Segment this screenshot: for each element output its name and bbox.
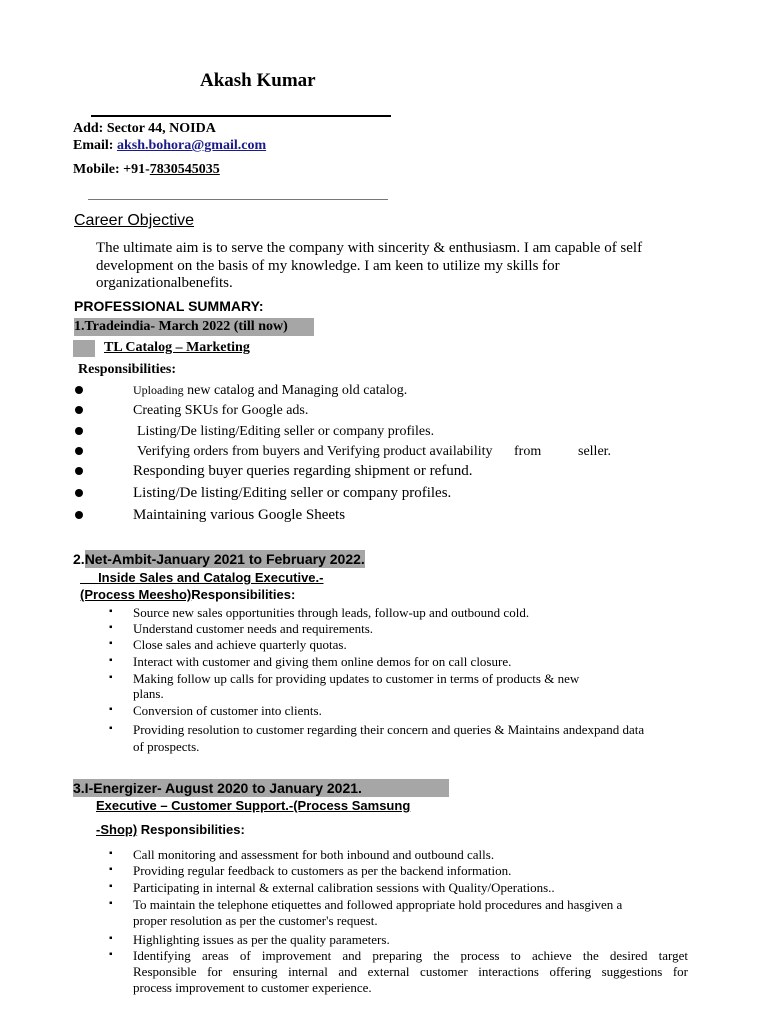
professional-summary-heading: PROFESSIONAL SUMMARY: xyxy=(74,298,264,314)
bullet-icon: ▪ xyxy=(109,622,113,633)
job3-title: 3.I-Energizer- August 2020 to January 2021. xyxy=(73,779,449,797)
job3-item-4: To maintain the telephone etiquettes and followed appropriate hold procedures and hasgiven a xyxy=(133,897,623,912)
mobile-label: Mobile: +91- xyxy=(73,162,150,177)
bullet-icon xyxy=(75,489,83,497)
job3-item-3: Participating in internal & external calibration sessions with Quality/Operations.. xyxy=(133,880,555,895)
job1-item-4: Verifying orders from buyers and Verifying product availability xyxy=(137,444,493,459)
bullet-icon: ▪ xyxy=(109,672,113,683)
address-line: Add: Sector 44, NOIDA xyxy=(73,121,216,136)
job3-role: Executive – Customer Support.-(Process Samsung xyxy=(96,798,411,813)
job2-number: 2. xyxy=(73,551,85,567)
job3-item-6-cont-1: Responsible for ensuring internal and external customer interactions offering suggestions for xyxy=(133,964,688,979)
job2-responsibilities-label: Responsibilities: xyxy=(191,587,296,602)
job1-title: 1.Tradeindia- March 2022 (till now) xyxy=(74,318,314,336)
job2-item-5: Making follow up calls for providing updates to customer in terms of products & new xyxy=(133,671,580,686)
job2-item-1: Source new sales opportunities through leads, follow-up and outbound cold. xyxy=(133,605,530,620)
name-underline xyxy=(91,115,391,117)
job1-item-6: Listing/De listing/Editing seller or company profiles. xyxy=(133,485,452,501)
job3-responsibilities-label: Responsibilities: xyxy=(137,822,245,837)
job3-process: -Shop) xyxy=(96,822,138,837)
bullet-icon: ▪ xyxy=(109,949,113,960)
job1-role-marker xyxy=(73,340,95,357)
job2-item-4: Interact with customer and giving them online demos for on call closure. xyxy=(133,654,512,669)
job3-item-6-cont-2: process improvement to customer experience. xyxy=(133,980,372,995)
job3-item-2: Providing regular feedback to customers as per the backend information. xyxy=(133,863,512,878)
bullet-icon xyxy=(75,447,83,455)
bullet-icon: ▪ xyxy=(109,864,113,875)
header-divider xyxy=(88,199,388,200)
job1-item-2: Creating SKUs for Google ads. xyxy=(133,403,309,418)
job3-item-6: Identifying areas of improvement and preparing the process to achieve the desired target xyxy=(133,948,688,963)
job2-item-3: Close sales and achieve quarterly quotas. xyxy=(133,637,347,652)
job3-process-line xyxy=(96,822,245,837)
bullet-icon xyxy=(75,406,83,414)
job1-item-4-seller: seller. xyxy=(578,444,612,459)
bullet-icon xyxy=(75,427,83,435)
bullet-icon xyxy=(75,467,83,475)
mobile-number: 7830545035 xyxy=(149,162,220,177)
mobile-line xyxy=(73,162,220,178)
email-label: Email: xyxy=(73,138,117,153)
job2-item-5-cont: plans. xyxy=(133,686,164,701)
job2-process: (Process Meesho) xyxy=(80,587,192,602)
candidate-name: Akash Kumar xyxy=(200,70,316,91)
job2-item-7-cont: of prospects. xyxy=(133,739,200,754)
job2-item-6: Conversion of customer into clients. xyxy=(133,703,322,718)
job3-item-4-cont: proper resolution as per the customer's request. xyxy=(133,913,378,928)
email-link[interactable]: aksh.bohora@gmail.com xyxy=(116,138,267,153)
job2-process-line xyxy=(80,587,295,602)
job3-item-5: Highlighting issues as per the quality parameters. xyxy=(133,932,390,947)
objective-line-3: organizationalbenefits. xyxy=(96,275,233,291)
career-objective-heading: Career Objective xyxy=(74,212,195,229)
bullet-icon: ▪ xyxy=(109,848,113,859)
objective-line-1: The ultimate aim is to serve the company with sincerity & enthusiasm. I am capable of self xyxy=(96,240,643,256)
job2-item-2: Understand customer needs and requirements. xyxy=(133,621,374,636)
bullet-icon: ▪ xyxy=(109,898,113,909)
job1-item-7: Maintaining various Google Sheets xyxy=(133,507,346,523)
bullet-icon: ▪ xyxy=(109,638,113,649)
job1-item-3: Listing/De listing/Editing seller or company profiles. xyxy=(137,424,435,439)
job1-responsibilities-label: Responsibilities: xyxy=(78,362,177,377)
bullet-icon xyxy=(75,511,83,519)
job1-role: TL Catalog – Marketing xyxy=(104,340,250,355)
job2-title: Net-Ambit-January 2021 to February 2022. xyxy=(84,551,365,567)
bullet-icon: ▪ xyxy=(109,723,113,734)
job1-item-4-from: from xyxy=(514,444,542,459)
job2-title-line xyxy=(73,551,365,567)
job1-item-1: Uploading new catalog and Managing old catalog. xyxy=(133,383,408,398)
job1-item-5: Responding buyer queries regarding shipment or refund. xyxy=(133,463,473,479)
job3-item-1: Call monitoring and assessment for both inbound and outbound calls. xyxy=(133,847,495,862)
job2-item-7: Providing resolution to customer regarding their concern and queries & Maintains andexpand data xyxy=(133,722,645,737)
bullet-icon: ▪ xyxy=(109,606,113,617)
bullet-icon: ▪ xyxy=(109,655,113,666)
email-line xyxy=(73,138,266,154)
bullet-icon: ▪ xyxy=(109,704,113,715)
bullet-icon xyxy=(75,386,83,394)
job2-role: Inside Sales and Catalog Executive.- xyxy=(98,570,324,585)
objective-line-2: development on the basis of my knowledge. I am keen to utilize my skills for xyxy=(96,258,560,274)
bullet-icon: ▪ xyxy=(109,933,113,944)
bullet-icon: ▪ xyxy=(109,881,113,892)
